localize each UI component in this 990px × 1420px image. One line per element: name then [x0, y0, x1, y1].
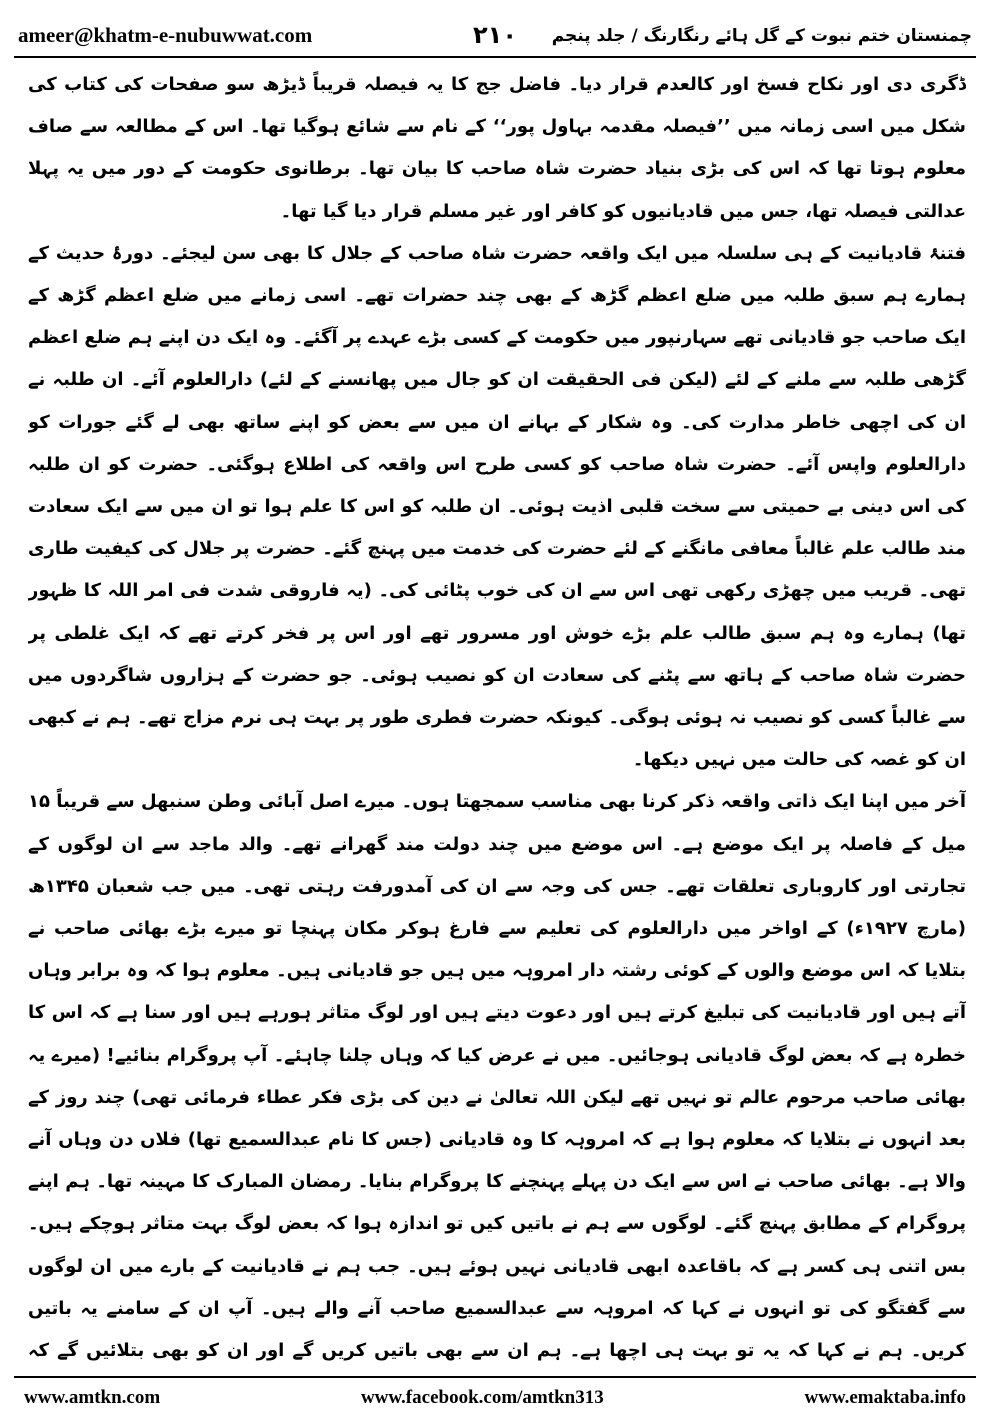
paragraph-3: آخر میں اپنا ایک ذاتی واقعہ ذکر کرنا بھی مناسب سمجھتا ہوں۔ میرے اصل آبائی وطن سنبھل سے قریباً ۱۵ میل کے فاصلہ پر ایک موضع ہے۔ اس موضع میں چند دولت مند گھرانے تھے۔ والد ماجد سے ان لوگوں کے تجارتی اور کاروباری تعلقات تھے۔ جس کی وجہ سے ان کی آمدورفت رہتی تھی۔ میں جب شعبان ۱۳۴۵ھ (مارچ ۱۹۲۷ء) کے اواخر میں دارالعلوم کی تعلیم سے فارغ ہوکر مکان پہنچا تو میرے بڑے بھائی صاحب نے بتلایا کہ اس موضع والوں کے کوئی رشتہ دار امروہہ میں ہیں جو قادیانی ہیں۔ معلوم ہوا کہ وہ برابر وہاں آتے ہیں اور قادیانیت کی تبلیغ کرتے ہیں اور دعوت دیتے ہیں اور لوگ متاثر ہورہے ہیں اور سنا ہے کہ اس کا خطرہ ہے کہ بعض لوگ قادیانی ہوجائیں۔ میں نے عرض کیا کہ وہاں چلنا چاہئے۔ آپ پروگرام بنائیے! (میرے یہ بھائی صاحب مرحوم عالم تو نہیں تھے لیکن اللہ تعالیٰ نے دین کی بڑی فکر عطاء فرمائی تھی) چند روز کے بعد انہوں نے بتلایا کہ معلوم ہوا ہے کہ امروہہ کا وہ قادیانی (جس کا نام عبدالسمیع تھا) فلاں دن وہاں آنے والا ہے۔ بھائی صاحب نے اس سے ایک دن پہلے پہنچنے کا پروگرام بنایا۔ رمضان المبارک کا مہینہ تھا۔ ہم اپنے پروگرام کے مطابق پہنچ گئے۔ لوگوں سے ہم نے باتیں کیں تو اندازہ ہوا کہ بعض لوگ بہت متاثر ہوچکے ہیں۔ بس اتنی ہی کسر ہے کہ باقاعدہ ابھی قادیانی نہیں ہوئے ہیں۔ جب ہم نے قادیانیت کے بارے میں ان لوگوں سے گفتگو کی تو انہوں نے کہا کہ امروہہ سے عبدالسمیع صاحب آنے والے ہیں۔ آپ ان کے سامنے یہ باتیں کریں۔ ہم نے کہا کہ یہ تو بہت ہی اچھا ہے۔ ہم ان سے بھی باتیں کریں گے اور ان کو بھی بتلائیں گے کہ — [28, 791, 966, 1362]
footer-link-amtkn[interactable]: www.amtkn.com — [24, 1387, 161, 1408]
footer-link-facebook[interactable]: www.facebook.com/amtkn313 — [360, 1387, 604, 1408]
paragraph-2: فتنۂ قادیانیت کے ہی سلسلہ میں ایک واقعہ حضرت شاہ صاحب کے جلال کا بھی سن لیجئے۔ دورۂ حدیث کے ہمارے ہم سبق طلبہ میں ضلع اعظم گڑھ کے بھی چند حضرات تھے۔ اسی زمانے میں ضلع اعظم گڑھ کے ایک صاحب جو قادیانی تھے سہارنپور میں حکومت کے کسی بڑے عہدے پر آگئے۔ وہ ایک دن اپنے ہم ضلع اعظم گڑھی طلبہ سے ملنے کے لئے (لیکن فی الحقیقت ان کو جال میں پھانسنے کے لئے) دارالعلوم آئے۔ ان طلبہ نے ان کی اچھی خاطر مدارت کی۔ وہ شکار کے بہانے ان میں سے بعض کو اپنے ساتھ بھی لے گئے جورات کو دارالعلوم واپس آئے۔ حضرت شاہ صاحب کو کسی طرح اس واقعہ کی اطلاع ہوگئی۔ حضرت کو ان طلبہ کی اس دینی بے حمیتی سے سخت قلبی اذیت ہوئی۔ ان طلبہ کو اس کا علم ہوا تو ان میں سے ایک سعادت مند طالب علم غالباً معافی مانگنے کے لئے حضرت کی خدمت میں پہنچ گئے۔ حضرت پر جلال کی کیفیت طاری تھی۔ قریب میں چھڑی رکھی تھی اس سے ان کی خوب پٹائی کی۔ (یہ فاروقی شدت فی امر اللہ کا ظہور تھا) ہمارے وہ ہم سبق طالب علم بڑے خوش اور مسرور تھے اور اس پر فخر کرتے تھے کہ ایک غلطی پر حضرت شاہ صاحب کے ہاتھ سے پٹنے کی سعادت ان کو نصیب ہوئی۔ جو حضرت کے ہزاروں شاگردوں میں سے غالباً کسی کو نصیب نہ ہوئی ہوگی۔ کیونکہ حضرت فطری طور پر بہت ہی نرم مزاج تھے۔ ہم نے کبھی ان کو غصہ کی حالت میں نہیں دیکھا۔ — [28, 242, 966, 771]
page-header — [18, 14, 972, 56]
page-number: ۲۱۰ — [473, 21, 517, 49]
page-body — [28, 64, 966, 1364]
book-title: چمنستان ختم نبوت کے گل ہائے رنگارنگ / جلد پنجم — [551, 25, 972, 46]
page-footer — [24, 1384, 966, 1412]
footer-link-emaktaba[interactable]: www.emaktaba.info — [804, 1387, 966, 1408]
paragraph-1: ڈگری دی اور نکاح فسخ اور کالعدم قرار دیا۔ فاضل جج کا یہ فیصلہ قریباً ڈیڑھ سو صفحات کی کتاب کی شکل میں اسی زمانہ میں ’’فیصلہ مقدمہ بہاول پور‘‘ کے نام سے شائع ہوگیا تھا۔ اس کے مطالعہ سے صاف معلوم ہوتا تھا کہ اس کی بڑی بنیاد حضرت شاہ صاحب کا بیان تھا۔ برطانوی حکومت کے دور میں یہ پہلا عدالتی فیصلہ تھا، جس میں قادیانیوں کو کافر اور غیر مسلم قرار دیا گیا تھا۔ — [28, 74, 966, 222]
footer-divider — [14, 1376, 976, 1378]
header-divider — [14, 56, 976, 58]
header-email: ameer@khatm-e-nubuwwat.com — [18, 22, 313, 47]
